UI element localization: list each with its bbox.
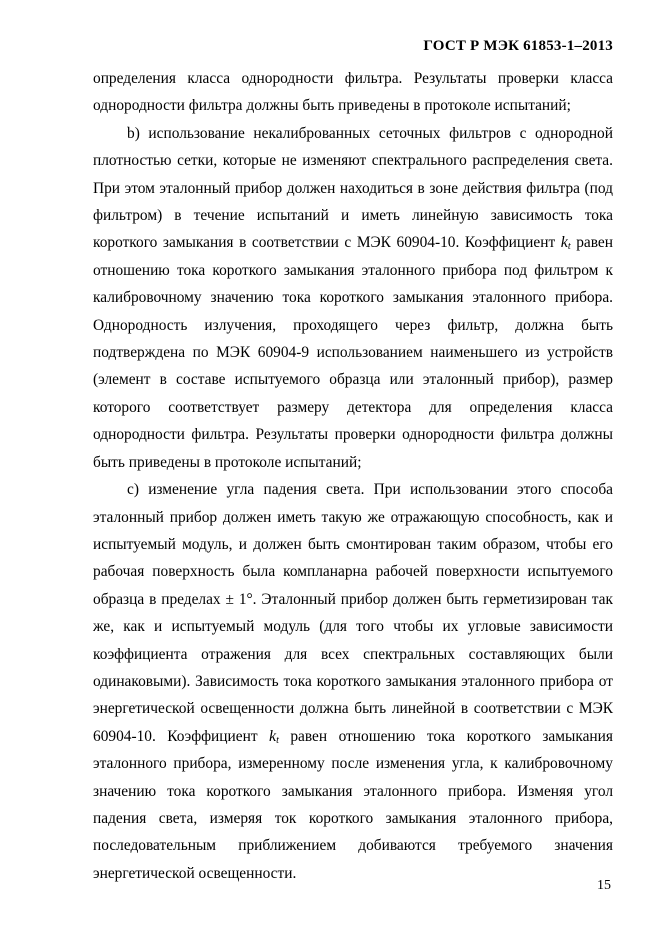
paragraph-item-b xyxy=(93,120,613,476)
coefficient-kt-symbol xyxy=(269,728,279,745)
paragraph-item-b-text-start: b) использование некалиброванных сеточных фильтров с однородной плотностью сетки, которые не изменяют спектрального распределения света. При этом эталонный прибор должен находиться в зоне действия фильтра (под фильтром) в течение испытаний и иметь линейную зависимость тока короткого замыкания в соответствии с МЭК 60904-10. Коэффициент xyxy=(93,124,613,252)
coefficient-symbol-base: k xyxy=(560,234,568,252)
document-header: ГОСТ Р МЭК 61853-1–2013 xyxy=(423,38,613,54)
paragraph-item-b-text-end: равен отношению тока короткого замыкания эталонного прибора под фильтром к калибровочному значению тока короткого замыкания эталонного прибора. Однородность излучения, проходящего через фильтр, должна быть подтверждена по МЭК 60904-9 использованием наименьшего из устройств (элемент в составе испытуемого образца или эталонный прибор), размер которого соответствует размеру детектора для определения класса однородности фильтра. Результаты проверки однородности фильтра должны быть приведены в протоколе испытаний; xyxy=(93,234,613,471)
paragraph-continuation: определения класса однородности фильтра. Результаты проверки класса однородности фильтра должны быть приведены в протоколе испытаний; xyxy=(93,70,613,115)
coefficient-symbol-subscript: t xyxy=(276,734,279,746)
coefficient-symbol-subscript: t xyxy=(567,241,571,253)
document-body xyxy=(93,65,613,887)
page-number: 15 xyxy=(597,878,611,893)
paragraph-item-c-text-end: равен отношению тока короткого замыкания эталонного прибора, измеренному после изменения угла, к калибровочному значению тока короткого замыкания эталонного прибора. Изменяя угол падения света, измеряя ток короткого замыкания эталонного прибора, последовательным приближением добиваются требуемого значения энергетической освещенности. xyxy=(93,727,613,882)
coefficient-kt-symbol xyxy=(561,234,571,251)
paragraph-item-c xyxy=(93,476,613,887)
paragraph-item-c-text-start: c) изменение угла падения света. При использовании этого способа эталонный прибор должен иметь такую же отражающую способность, как и испытуемый модуль, и должен быть смонтирован таким образом, чтобы его рабочая поверхность была компланарна рабочей поверхности испытуемого образца в пределах ± 1°. Эталонный прибор должен быть герметизирован так же, как и испытуемый модуль (для того чтобы их угловые зависимости коэффициента отражения для всех спектральных составляющих были одинаковыми). Зависимость тока короткого замыкания эталонного прибора от энергетической освещенности должна быть линейной в соответствии с МЭК 60904-10. Коэффициент xyxy=(93,481,613,745)
coefficient-symbol-base: k xyxy=(269,727,277,745)
